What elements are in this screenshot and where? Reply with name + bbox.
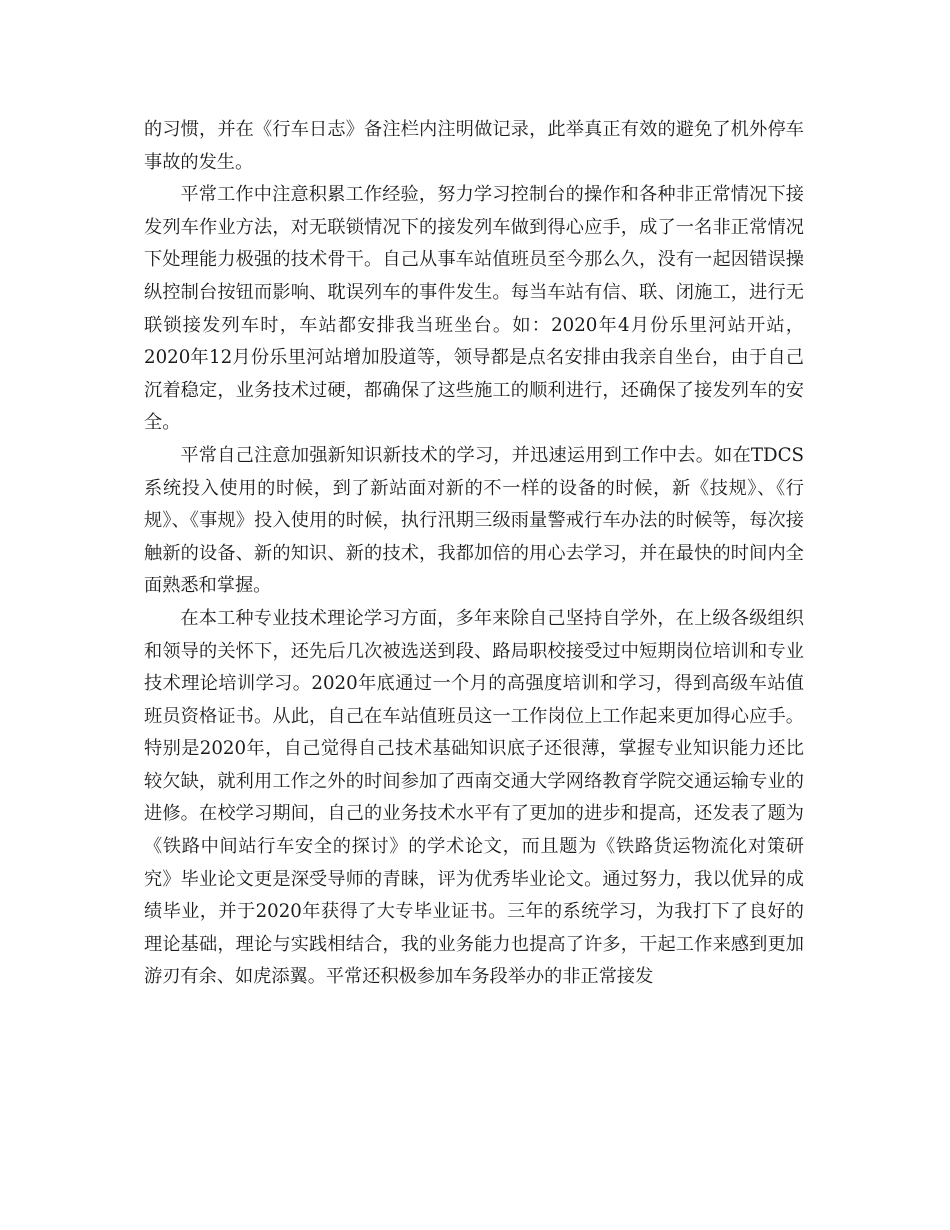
paragraph-continuation: 的习惯，并在《行车日志》备注栏内注明做记录，此举真正有效的避免了机外停车事故的发生。	[144, 119, 804, 173]
paragraph-professional-study: 在本工种专业技术理论学习方面，多年来除自己坚持自学外，在上级各级组织和领导的关怀下，还先后几次被选送到段、路局职校接受过中短期岗位培训和专业技术理论培训学习。2020年底通过一个月的高强度培训和学习，得到高级车站值班员资格证书。从此，自己在车站值班员这一工作岗位上工作起来更加得心应手。特别是2020年，自己觉得自己技术基础知识底子还很薄，掌握专业知识能力还比较欠缺，就利用工作之外的时间参加了西南交通大学网络教育学院交通运输专业的进修。在校学习期间，自己的业务技术水平有了更加的进步和提高，还发表了题为《铁路中间站行车安全的探讨》的学术论文，而且题为《铁路货运物流化对策研究》毕业论文更是深受导师的青睐，评为优秀毕业论文。通过努力，我以优异的成绩毕业，并于2020年获得了大专毕业证书。三年的系统学习，为我打下了良好的理论基础，理论与实践相结合，我的业务能力也提高了许多，干起工作来感到更加游刃有余、如虎添翼。平常还积极参加车务段举办的非正常接发	[144, 607, 804, 988]
paragraph-console-operation: 平常工作中注意积累工作经验，努力学习控制台的操作和各种非正常情况下接发列车作业方法，对无联锁情况下的接发列车做到得心应手，成了一名非正常情况下处理能力极强的技术骨干。自己从事车站值班员至今那么久，没有一起因错误操纵控制台按钮而影响、耽误列车的事件发生。每当车站有信、联、闭施工，进行无联锁接发列车时，车站都安排我当班坐台。如：2020年4月份乐里河站开站，2020年12月份乐里河站增加股道等，领导都是点名安排由我亲自坐台，由于自己沉着稳定，业务技术过硬，都确保了这些施工的顺利进行，还确保了接发列车的安全。	[144, 184, 804, 434]
paragraph-new-technology: 平常自己注意加强新知识新技术的学习，并迅速运用到工作中去。如在TDCS系统投入使用的时候，到了新站面对新的不一样的设备的时候，新《技规》、《行规》、《事规》投入使用的时候，执行汛期三级雨量警戒行车办法的时候等，每次接触新的设备、新的知识、新的技术，我都加倍的用心去学习，并在最快的时间内全面熟悉和掌握。	[144, 444, 804, 597]
document-body	[144, 114, 804, 994]
